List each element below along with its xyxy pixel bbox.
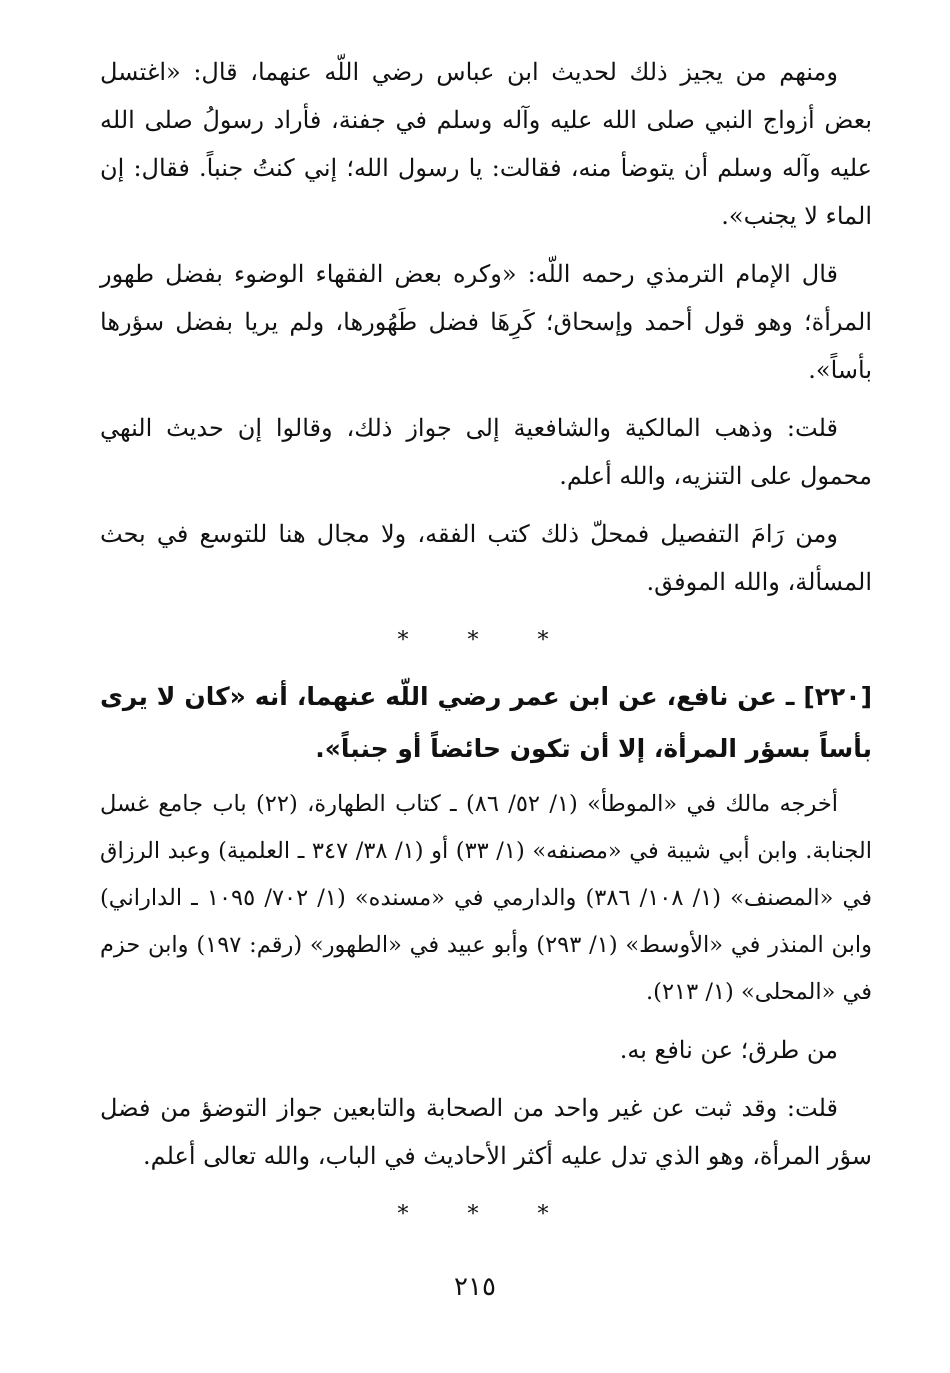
paragraph-tirmidhi: قال الإمام الترمذي رحمه اللّه: «وكره بعض الفقهاء الوضوء بفضل طهور المرأة؛ وهو قول أحمد وإسحاق؛ كَرِهَا فضل طَهُورها، ولم يريا بفضل سؤرها بأساً». bbox=[100, 260, 872, 384]
paragraph-turuq: من طرق؛ عن نافع به. bbox=[619, 1036, 838, 1064]
paragraph-ibn-abbas: ومنهم من يجيز ذلك لحديث ابن عباس رضي اللّه عنهما، قال: «اغتسل بعض أزواج النبي صلى الله عليه وآله وسلم في جفنة، فأراد رسولُ صلى الله عليه وآله وسلم أن يتوضأ منه، فقالت: يا رسول الله؛ إني كنتُ جنباً. فقال: إن الماء لا يجنب». bbox=[100, 58, 872, 230]
paragraph-maliki-shafii: قلت: وذهب المالكية والشافعية إلى جواز ذلك، وقالوا إن حديث النهي محمول على التنزيه، والله أعلم. bbox=[100, 414, 872, 490]
page-number: ٢١٥ bbox=[454, 1272, 496, 1302]
page-body bbox=[100, 48, 872, 1348]
paragraph-tafsil: ومن رَامَ التفصيل فمحلّ ذلك كتب الفقه، ولا مجال هنا للتوسع في بحث المسألة، والله الموفق. bbox=[100, 520, 872, 596]
paragraph-conclusion: قلت: وقد ثبت عن غير واحد من الصحابة والتابعين جواز التوضؤ من فضل سؤر المرأة، وهو الذي تدل عليه أكثر الأحاديث في الباب، والله تعالى أعلم. bbox=[100, 1094, 872, 1170]
section-separator: * * * bbox=[397, 628, 575, 653]
paragraph-takhrij: أخرجه مالك في «الموطأ» (١/ ٥٢/ ٨٦) ـ كتاب الطهارة، (٢٢) باب جامع غسل الجنابة. وابن أبي شيبة في «مصنفه» (١/ ٣٣) أو (١/ ٣٨/ ٣٤٧ ـ العلمية) وعبد الرزاق في «المصنف» (١/ ١٠٨/ ٣٨٦) والدارمي في «مسنده» (١/ ٧٠٢/ ١٠٩٥ ـ الداراني) وابن المنذر في «الأوسط» (١/ ٢٩٣) وأبو عبيد في «الطهور» (رقم: ١٩٧) وابن حزم في «المحلى» (١/ ٢١٣). bbox=[100, 791, 873, 1005]
hadith-220: [٢٢٠] ـ عن نافع، عن ابن عمر رضي اللّه عنهما، أنه «كان لا يرى بأساً بسؤر المرأة، إلا أن تكون حائضاً أو جنباً». bbox=[100, 682, 872, 763]
section-separator-bottom: * * * bbox=[397, 1202, 575, 1227]
